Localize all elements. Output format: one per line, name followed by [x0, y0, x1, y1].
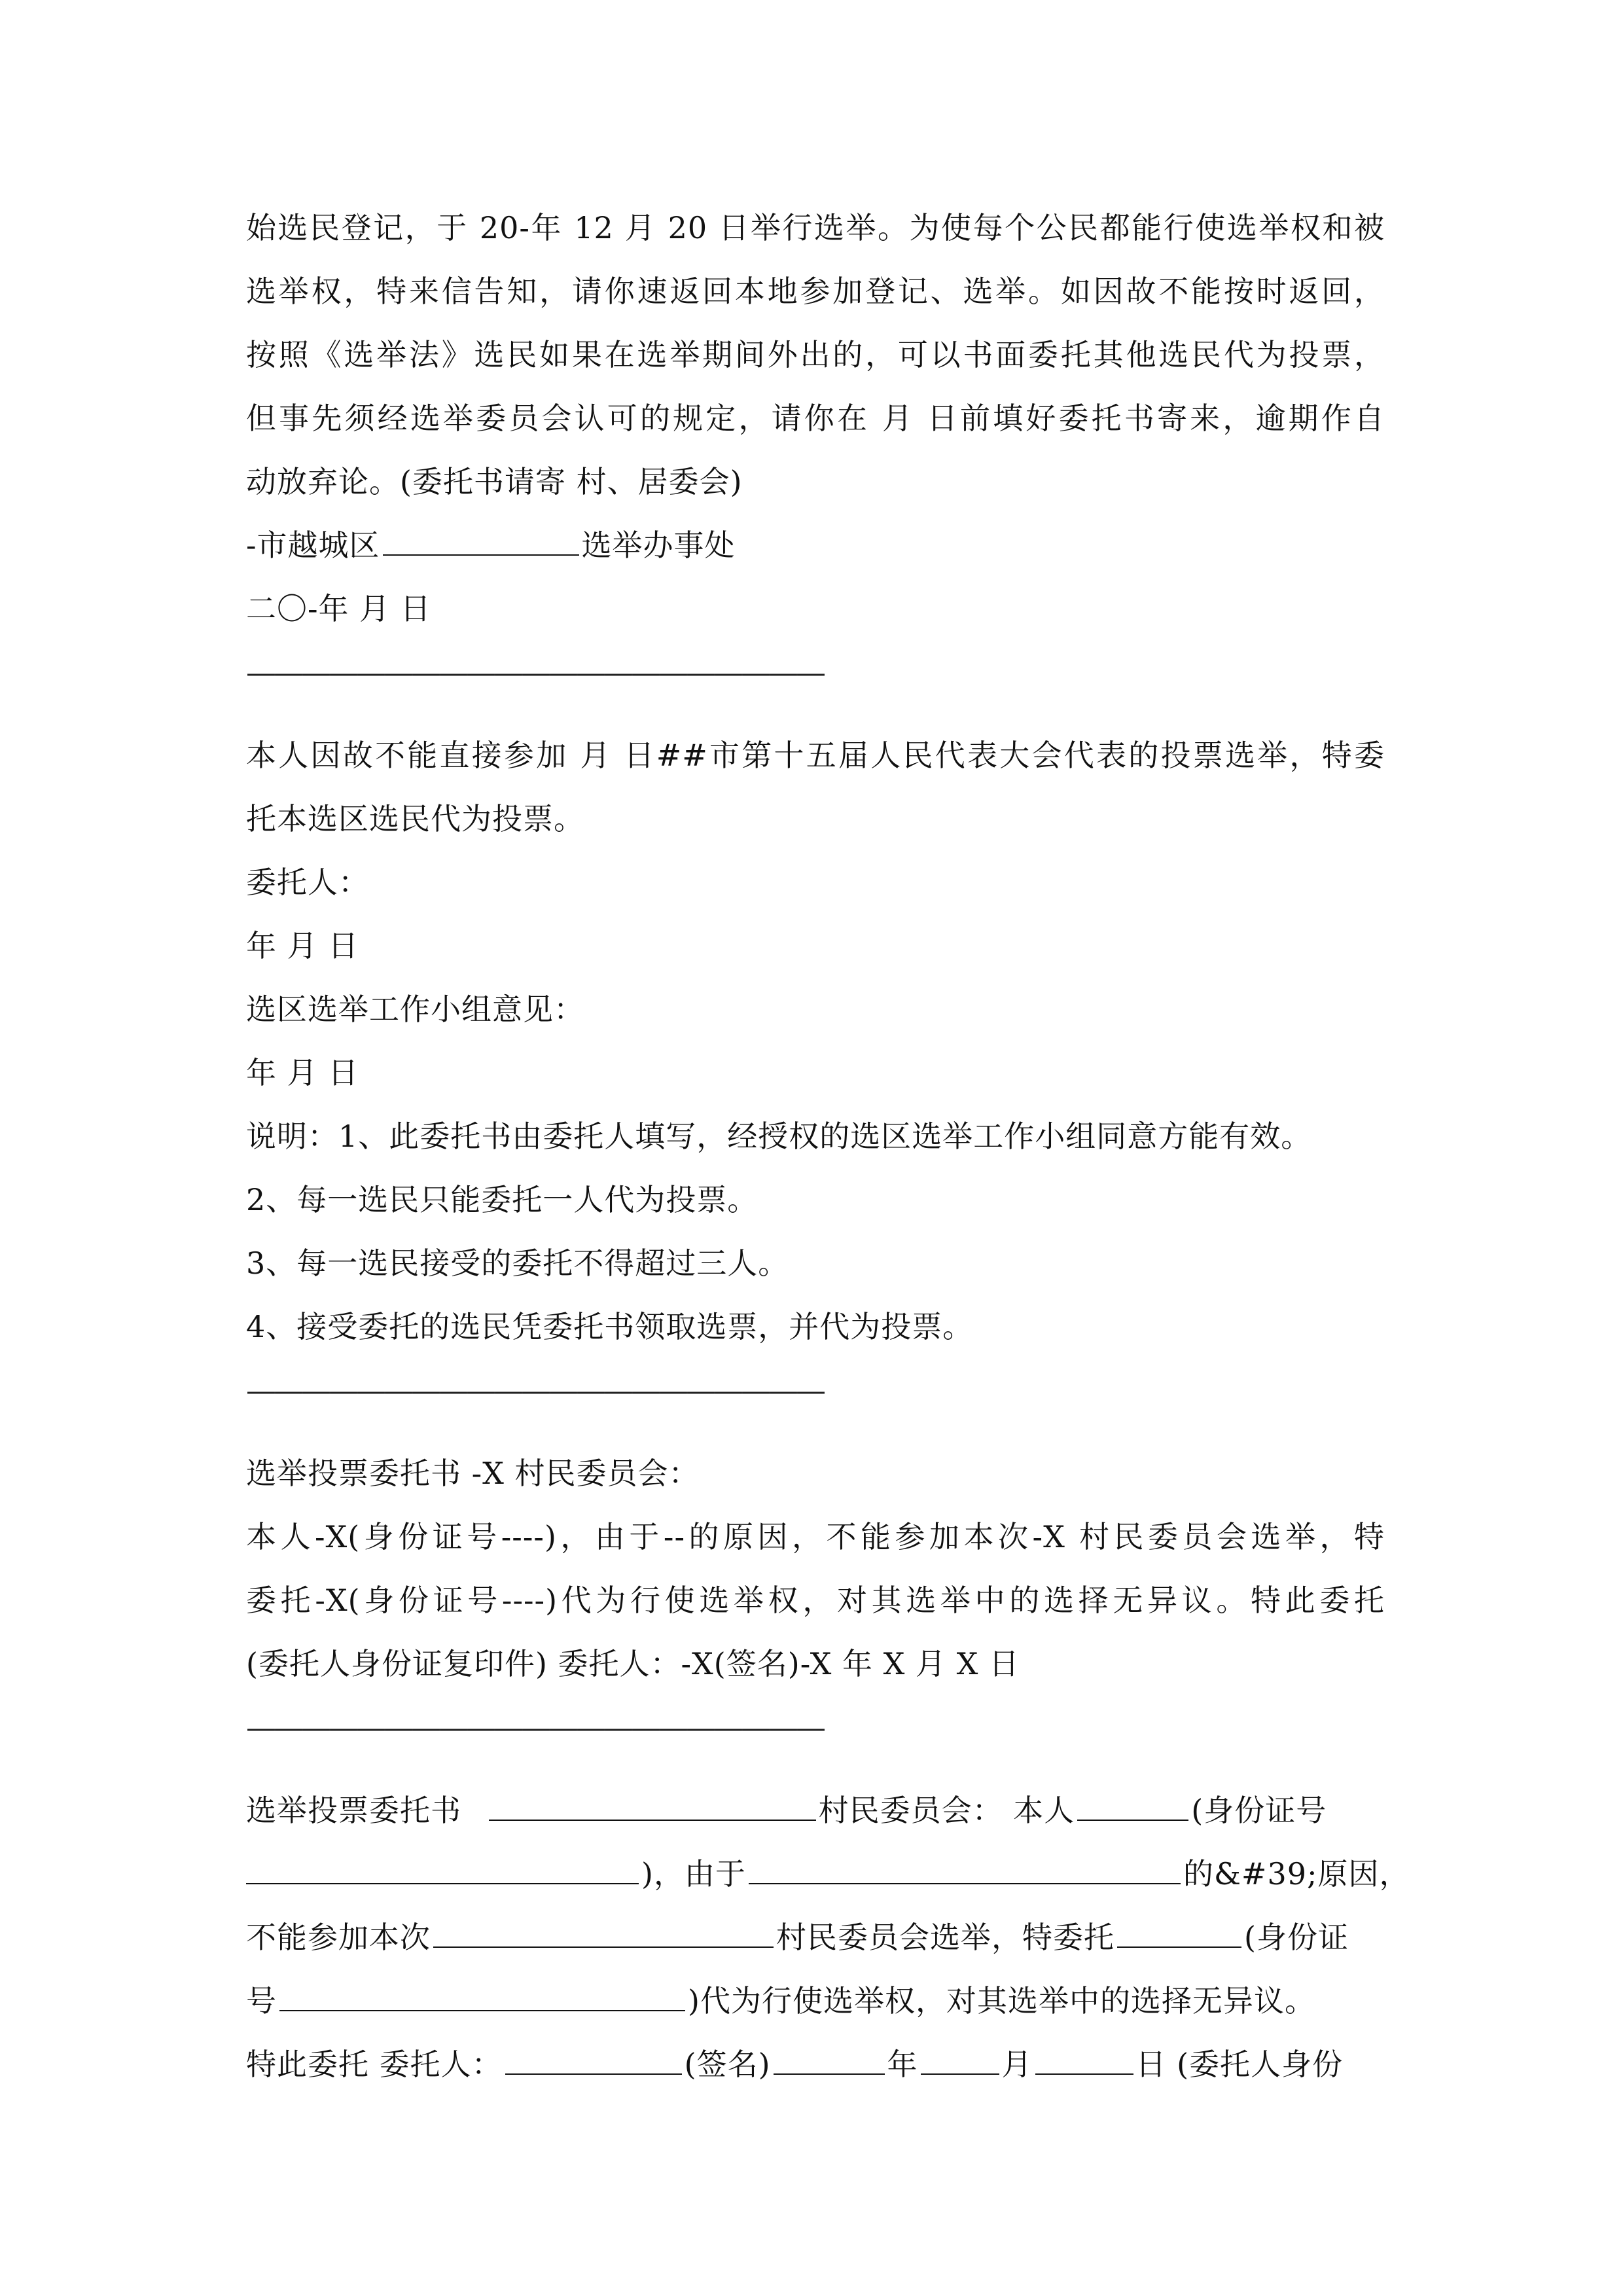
notice-line: 选举权，特来信告知，请你速返回本地参加登记、选举。如因故不能按时返回， [246, 274, 1385, 309]
form3-text: )，由于 [641, 1856, 746, 1892]
form3-text: 号 [246, 1983, 277, 2018]
form3-text: (身份证号 [1191, 1793, 1327, 1828]
form3-line [246, 1906, 1385, 1969]
form3-text: 月 [1001, 2047, 1033, 2082]
notice-line: 按照《选举法》选民如果在选举期间外出的，可以书面委托其他选民代为投票， [246, 337, 1385, 372]
form3-line [246, 2033, 1385, 2096]
form3-text: 的&#39;原因， [1183, 1856, 1410, 1892]
notice-section [246, 196, 1385, 641]
notice-office-line [246, 514, 1385, 577]
proxy-id-blank [279, 1985, 685, 2011]
day-blank [1035, 2049, 1133, 2075]
village-blank [433, 1922, 774, 1948]
reason-blank [749, 1858, 1181, 1884]
notice-line: 始选民登记，于 20-年 12 月 20 日举行选举。为使每个公民都能行使选举权和被 [246, 210, 1385, 245]
form1-line: 年 月 日 [246, 1055, 359, 1090]
form1-line: 委托人： [246, 865, 369, 900]
form3-section [246, 1779, 1410, 2096]
form3-text: 日 (委托人身份 [1135, 2047, 1344, 2082]
proxy-blank [1117, 1922, 1241, 1948]
form1-line: 3、每一选民接受的委托不得超过三人。 [246, 1246, 789, 1281]
form1-line: 说明：1、此委托书由委托人填写，经授权的选区选举工作小组同意方能有效。 [246, 1119, 1312, 1154]
form2-line: 委托-X(身份证号----)代为行使选举权，对其选举中的选择无异议。特此委托 [246, 1583, 1385, 1618]
signature-blank [505, 2049, 682, 2075]
month-blank [921, 2049, 999, 2075]
form2-line: 选举投票委托书 -X 村民委员会： [246, 1456, 700, 1491]
office-suffix: 选举办事处 [581, 528, 736, 563]
form1-section [246, 724, 1385, 1359]
form1-line: 选区选举工作小组意见： [246, 992, 584, 1027]
year-blank [774, 2049, 885, 2075]
form1-line: 2、每一选民只能委托一人代为投票。 [246, 1182, 758, 1217]
form2-section [246, 1442, 1385, 1696]
form3-text: 不能参加本次 [246, 1920, 431, 1955]
id-blank [246, 1858, 639, 1884]
form3-text: (身份证 [1244, 1920, 1349, 1955]
form3-line [246, 1969, 1385, 2033]
village-blank [489, 1795, 816, 1821]
form3-text: 选举投票委托书 [246, 1793, 461, 1828]
form1-line: 本人因故不能直接参加 月 日##市第十五届人民代表大会代表的投票选举，特委 [246, 738, 1385, 773]
form1-line: 4、接受委托的选民凭委托书领取选票，并代为投票。 [246, 1309, 974, 1344]
form1-line: 年 月 日 [246, 928, 359, 963]
separator-line: ————————————————————— [246, 1372, 823, 1408]
form3-line [246, 1842, 1410, 1906]
form2-line: 本人-X(身份证号----)，由于--的原因，不能参加本次-X 村民委员会选举，特 [246, 1519, 1385, 1554]
document-page [246, 196, 1410, 2096]
form3-text: 特此委托 委托人： [246, 2047, 503, 2082]
form3-text: 村民委员会： 本人 [818, 1793, 1075, 1828]
form3-text: 年 [887, 2047, 918, 2082]
form2-line: (委托人身份证复印件) 委托人：-X(签名)-X 年 X 月 X 日 [246, 1646, 1020, 1681]
notice-line: 动放弃论。(委托书请寄 村、居委会) [246, 464, 743, 499]
notice-line: 但事先须经选举委员会认可的规定，请你在 月 日前填好委托书寄来，逾期作自 [246, 401, 1385, 436]
form3-line [246, 1779, 1385, 1842]
notice-date: 二〇-年 月 日 [246, 591, 431, 626]
separator-line: ————————————————————— [246, 655, 823, 690]
form3-text: )代为行使选举权，对其选举中的选择无异议。 [688, 1983, 1315, 2018]
office-blank [383, 529, 579, 556]
office-prefix: -市越城区 [246, 528, 380, 563]
form3-text: 村民委员会选举，特委托 [776, 1920, 1115, 1955]
name-blank [1077, 1795, 1188, 1821]
form3-text: (签名) [684, 2047, 771, 2082]
form1-line: 托本选区选民代为投票。 [246, 801, 584, 836]
separator-line: ————————————————————— [246, 1710, 823, 1745]
